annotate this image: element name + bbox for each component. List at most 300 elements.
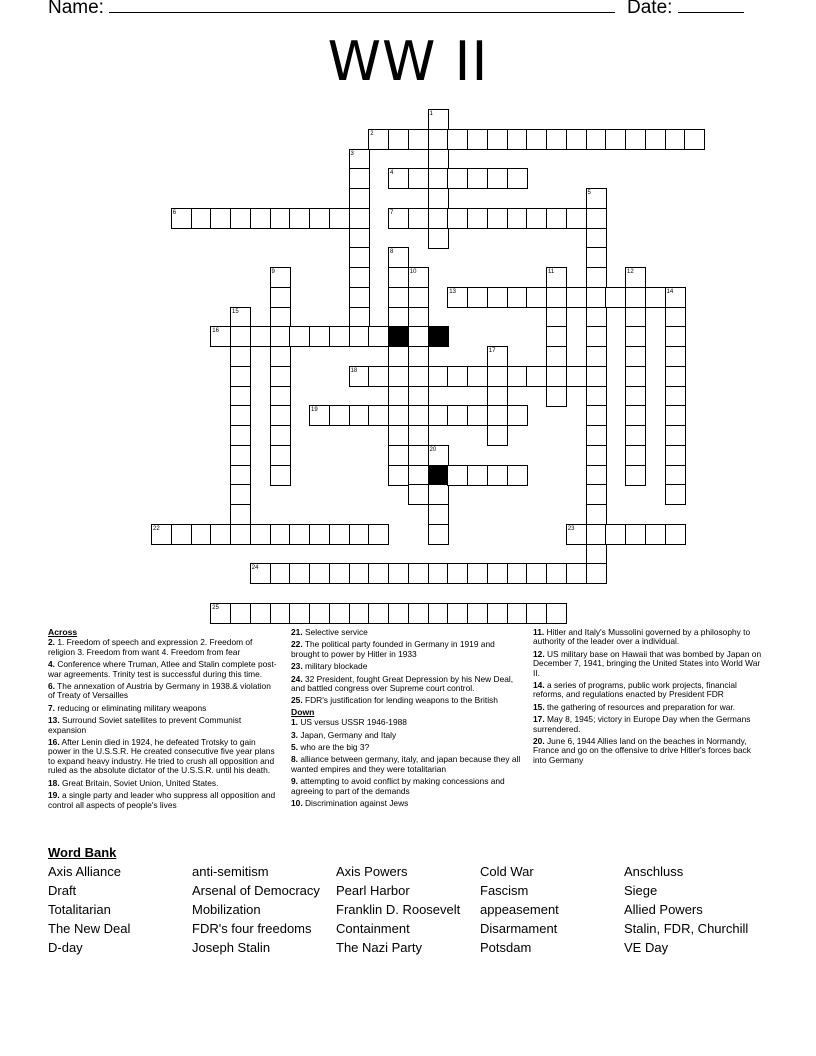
- grid-cell[interactable]: [487, 366, 508, 387]
- grid-cell[interactable]: [349, 247, 370, 268]
- grid-cell[interactable]: [507, 287, 528, 308]
- grid-cell[interactable]: [349, 326, 370, 347]
- grid-cell[interactable]: [447, 168, 468, 189]
- grid-cell[interactable]: [467, 465, 488, 486]
- grid-cell[interactable]: [408, 326, 429, 347]
- grid-cell[interactable]: [526, 603, 547, 624]
- grid-cell[interactable]: [230, 524, 251, 545]
- date-label: Date:: [627, 0, 673, 18]
- grid-cell[interactable]: [566, 129, 587, 150]
- grid-cell[interactable]: [230, 366, 251, 387]
- grid-cell[interactable]: [625, 465, 646, 486]
- grid-cell[interactable]: [546, 563, 567, 584]
- grid-cell[interactable]: [368, 405, 389, 426]
- down-clue: [291, 718, 523, 727]
- grid-cell[interactable]: [408, 445, 429, 466]
- grid-cell[interactable]: [388, 346, 409, 367]
- grid-cell[interactable]: [586, 445, 607, 466]
- grid-cell[interactable]: [270, 208, 291, 229]
- name-label: Name:: [48, 0, 104, 18]
- clue-number: 1.: [291, 717, 298, 728]
- grid-cell[interactable]: [250, 524, 271, 545]
- grid-cell[interactable]: [230, 425, 251, 446]
- grid-cell[interactable]: [586, 208, 607, 229]
- clue-number: 15: [232, 308, 239, 315]
- grid-cell[interactable]: [270, 326, 291, 347]
- grid-cell[interactable]: [625, 445, 646, 466]
- grid-cell[interactable]: [428, 484, 449, 505]
- down-clue: [533, 715, 765, 734]
- grid-cell[interactable]: [329, 405, 350, 426]
- clue-text: alliance between germany, italy, and japan because they all wanted empires and they were totalitarian: [291, 754, 521, 774]
- grid-cell[interactable]: [467, 603, 488, 624]
- grid-cell[interactable]: [428, 524, 449, 545]
- grid-cell[interactable]: [270, 465, 291, 486]
- grid-cell[interactable]: [586, 405, 607, 426]
- word-bank-item: Potsdam: [480, 940, 532, 955]
- grid-cell[interactable]: [289, 208, 310, 229]
- across-clue: [48, 704, 280, 713]
- grid-cell[interactable]: [388, 425, 409, 446]
- clue-number: 3.: [291, 729, 298, 740]
- grid-cell[interactable]: [349, 603, 370, 624]
- clue-number: 24: [251, 565, 259, 572]
- grid-cell[interactable]: [665, 307, 686, 328]
- grid-cell[interactable]: [467, 168, 488, 189]
- grid-cell[interactable]: [408, 603, 429, 624]
- clue-number: 5.: [291, 742, 298, 753]
- clue-number: 6.: [48, 681, 55, 692]
- grid-cell[interactable]: [625, 287, 646, 308]
- grid-cell[interactable]: [665, 386, 686, 407]
- grid-cell[interactable]: [546, 208, 567, 229]
- grid-cell[interactable]: [171, 524, 192, 545]
- grid-cell[interactable]: [487, 405, 508, 426]
- word-bank-item: Pearl Harbor: [336, 883, 410, 898]
- grid-cell[interactable]: [191, 524, 212, 545]
- grid-cell[interactable]: [566, 208, 587, 229]
- grid-cell[interactable]: [467, 366, 488, 387]
- grid-cell[interactable]: [625, 405, 646, 426]
- grid-cell[interactable]: [546, 603, 567, 624]
- grid-cell[interactable]: [586, 563, 607, 584]
- grid-cell[interactable]: [586, 524, 607, 545]
- grid-cell[interactable]: [309, 326, 330, 347]
- grid-cell[interactable]: [368, 524, 389, 545]
- grid-cell[interactable]: [447, 287, 468, 308]
- grid-cell[interactable]: [447, 366, 468, 387]
- grid-cell[interactable]: [605, 129, 626, 150]
- grid-cell[interactable]: [388, 287, 409, 308]
- grid-cell[interactable]: [349, 307, 370, 328]
- clue-number: 10.: [291, 798, 303, 809]
- clue-number: 15.: [533, 701, 545, 712]
- grid-cell[interactable]: [526, 563, 547, 584]
- grid-cell[interactable]: [309, 405, 330, 426]
- grid-cell[interactable]: [230, 504, 251, 525]
- clue-text: Conference where Truman, Atlee and Stalin complete post-war agreements. Trinity test is successful during this time.: [48, 659, 277, 679]
- down-clue: [533, 628, 765, 647]
- grid-cell[interactable]: [665, 465, 686, 486]
- grid-cell[interactable]: [270, 405, 291, 426]
- grid-cell[interactable]: [230, 326, 251, 347]
- grid-cell[interactable]: [329, 563, 350, 584]
- grid-cell[interactable]: [586, 267, 607, 288]
- grid-cell[interactable]: [329, 603, 350, 624]
- grid-cell[interactable]: [270, 366, 291, 387]
- word-bank-item: FDR's four freedoms: [192, 921, 312, 936]
- across-clue: [48, 791, 280, 810]
- grid-cell[interactable]: [388, 603, 409, 624]
- clue-text: Great Britain, Soviet Union, United States.: [59, 777, 219, 788]
- grid-cell[interactable]: [349, 366, 370, 387]
- grid-cell[interactable]: [289, 326, 310, 347]
- grid-cell[interactable]: [428, 228, 449, 249]
- clue-number: 21: [429, 466, 437, 473]
- grid-cell[interactable]: [625, 129, 646, 150]
- word-bank-item: Draft: [48, 883, 77, 898]
- grid-cell[interactable]: [230, 346, 251, 367]
- grid-cell[interactable]: [507, 208, 528, 229]
- grid-cell[interactable]: [645, 129, 666, 150]
- grid-cell[interactable]: [467, 287, 488, 308]
- clue-number: 25: [212, 604, 219, 611]
- grid-cell[interactable]: [388, 445, 409, 466]
- grid-cell[interactable]: [546, 386, 567, 407]
- grid-cell[interactable]: [546, 267, 567, 288]
- grid-cell[interactable]: [151, 524, 172, 545]
- grid-cell[interactable]: [487, 603, 508, 624]
- grid-cell[interactable]: [546, 366, 567, 387]
- grid-cell[interactable]: [270, 445, 291, 466]
- grid-cell[interactable]: [230, 307, 251, 328]
- grid-cell[interactable]: [408, 267, 429, 288]
- clue-number: 19.: [48, 790, 60, 801]
- grid-cell[interactable]: [487, 129, 508, 150]
- grid-cell[interactable]: [368, 603, 389, 624]
- grid-cell[interactable]: [270, 386, 291, 407]
- grid-cell[interactable]: [487, 168, 508, 189]
- grid-cell[interactable]: [230, 386, 251, 407]
- grid-cell[interactable]: [526, 366, 547, 387]
- grid-cell[interactable]: [388, 405, 409, 426]
- grid-cell[interactable]: [645, 524, 666, 545]
- clue-number: 22.: [291, 639, 303, 650]
- grid-cell[interactable]: [625, 307, 646, 328]
- grid-cell[interactable]: [566, 366, 587, 387]
- clue-text: May 8, 1945; victory in Europe Day when the Germans surrendered.: [533, 714, 751, 734]
- grid-cell[interactable]: [487, 425, 508, 446]
- grid-cell[interactable]: [289, 524, 310, 545]
- grid-cell[interactable]: [447, 603, 468, 624]
- grid-cell[interactable]: [230, 465, 251, 486]
- grid-cell[interactable]: [507, 603, 528, 624]
- grid-cell[interactable]: [507, 129, 528, 150]
- grid-cell[interactable]: [210, 524, 231, 545]
- grid-cell[interactable]: [368, 326, 389, 347]
- grid-cell[interactable]: [428, 129, 449, 150]
- grid-cell[interactable]: [329, 326, 350, 347]
- word-bank-item: The Nazi Party: [336, 940, 422, 955]
- grid-cell[interactable]: [467, 208, 488, 229]
- grid-cell[interactable]: [349, 405, 370, 426]
- grid-cell[interactable]: [625, 346, 646, 367]
- grid-cell[interactable]: [526, 208, 547, 229]
- grid-cell[interactable]: [625, 425, 646, 446]
- clue-text: US military base on Hawaii that was bombed by Japan on December 7, 1941, bringing the United States into World War II.: [533, 648, 762, 678]
- grid-cell[interactable]: [270, 287, 291, 308]
- grid-cell[interactable]: [507, 563, 528, 584]
- grid-cell[interactable]: [309, 524, 330, 545]
- grid-cell[interactable]: [388, 386, 409, 407]
- grid-cell[interactable]: [349, 524, 370, 545]
- grid-cell[interactable]: [447, 405, 468, 426]
- grid-cell[interactable]: [270, 563, 291, 584]
- grid-cell[interactable]: [428, 188, 449, 209]
- grid-cell[interactable]: [210, 603, 231, 624]
- grid-cell[interactable]: [467, 563, 488, 584]
- grid-cell[interactable]: [408, 307, 429, 328]
- grid-cell[interactable]: [270, 267, 291, 288]
- grid-cell[interactable]: [408, 208, 429, 229]
- grid-cell[interactable]: [546, 346, 567, 367]
- clue-text: 1. Freedom of speech and expression 2. Freedom of religion 3. Freedom from want 4. Freedom from fear: [48, 637, 253, 657]
- across-clue: [48, 716, 280, 735]
- grid-cell[interactable]: [487, 287, 508, 308]
- grid-cell[interactable]: [309, 208, 330, 229]
- grid-cell[interactable]: [270, 346, 291, 367]
- grid-cell[interactable]: [230, 208, 251, 229]
- grid-cell[interactable]: [625, 326, 646, 347]
- grid-cell[interactable]: [467, 129, 488, 150]
- clue-number: 9.: [291, 776, 298, 787]
- grid-cell[interactable]: [428, 149, 449, 170]
- grid-cell[interactable]: [467, 405, 488, 426]
- grid-cell[interactable]: [388, 208, 409, 229]
- grid-cell[interactable]: [447, 129, 468, 150]
- clues-column-middle: [291, 628, 523, 812]
- grid-cell[interactable]: [665, 484, 686, 505]
- clue-number: 12: [627, 269, 634, 275]
- grid-cell[interactable]: [368, 129, 389, 150]
- grid-cell[interactable]: [546, 129, 567, 150]
- clue-number: 8: [390, 249, 394, 256]
- grid-cell[interactable]: [408, 425, 429, 446]
- word-bank-item: Mobilization: [192, 902, 261, 917]
- grid-cell[interactable]: [349, 563, 370, 584]
- grid-cell[interactable]: [289, 563, 310, 584]
- grid-cell[interactable]: [349, 208, 370, 229]
- grid-cell[interactable]: [388, 168, 409, 189]
- grid-cell[interactable]: [289, 603, 310, 624]
- grid-cell[interactable]: [586, 188, 607, 209]
- clue-text: military blockade: [302, 661, 368, 672]
- grid-cell[interactable]: [388, 247, 409, 268]
- grid-cell[interactable]: [388, 307, 409, 328]
- grid-cell[interactable]: [665, 326, 686, 347]
- grid-cell[interactable]: [428, 504, 449, 525]
- grid-cell[interactable]: [428, 109, 449, 130]
- grid-cell[interactable]: [230, 603, 251, 624]
- grid-cell[interactable]: [270, 307, 291, 328]
- grid-cell[interactable]: [546, 326, 567, 347]
- grid-cell[interactable]: [349, 228, 370, 249]
- grid-cell[interactable]: [408, 405, 429, 426]
- grid-cell[interactable]: [191, 208, 212, 229]
- grid-cell[interactable]: [408, 129, 429, 150]
- grid-cell[interactable]: [408, 563, 429, 584]
- grid-cell[interactable]: [388, 563, 409, 584]
- grid-cell[interactable]: [447, 465, 468, 486]
- grid-cell[interactable]: [230, 445, 251, 466]
- grid-cell[interactable]: [665, 405, 686, 426]
- grid-cell[interactable]: [309, 563, 330, 584]
- grid-cell[interactable]: [586, 129, 607, 150]
- grid-cell[interactable]: [388, 465, 409, 486]
- grid-cell[interactable]: [428, 563, 449, 584]
- grid-cell[interactable]: [368, 563, 389, 584]
- grid-cell[interactable]: [645, 287, 666, 308]
- grid-cell[interactable]: [586, 425, 607, 446]
- word-bank-item: Cold War: [480, 864, 534, 879]
- grid-cell[interactable]: [586, 346, 607, 367]
- grid-cell[interactable]: [625, 366, 646, 387]
- clue-number: 22: [153, 525, 160, 532]
- grid-cell[interactable]: [546, 287, 567, 308]
- grid-cell[interactable]: [586, 465, 607, 486]
- grid-cell[interactable]: [408, 168, 429, 189]
- grid-cell[interactable]: [368, 366, 389, 387]
- grid-cell[interactable]: [210, 326, 231, 347]
- word-bank-item: Disarmament: [480, 921, 558, 936]
- grid-cell[interactable]: [210, 208, 231, 229]
- clue-number: 7: [390, 209, 394, 216]
- grid-cell[interactable]: [507, 405, 528, 426]
- grid-cell[interactable]: [408, 366, 429, 387]
- clue-number: 12.: [533, 648, 545, 659]
- grid-cell[interactable]: [665, 129, 686, 150]
- grid-cell[interactable]: [349, 287, 370, 308]
- grid-cell[interactable]: [408, 465, 429, 486]
- grid-cell[interactable]: [605, 287, 626, 308]
- grid-cell[interactable]: [665, 366, 686, 387]
- grid-cell[interactable]: [428, 445, 449, 466]
- grid-cell[interactable]: [665, 425, 686, 446]
- grid-cell[interactable]: [230, 405, 251, 426]
- grid-cell[interactable]: [349, 188, 370, 209]
- grid-cell[interactable]: [684, 129, 705, 150]
- clue-number: 2.: [48, 637, 55, 648]
- clue-text: reducing or eliminating military weapons: [55, 702, 207, 713]
- grid-cell[interactable]: [586, 366, 607, 387]
- grid-cell[interactable]: [250, 208, 271, 229]
- grid-cell[interactable]: [487, 386, 508, 407]
- grid-cell[interactable]: [270, 524, 291, 545]
- grid-cell[interactable]: [349, 168, 370, 189]
- grid-cell[interactable]: [428, 603, 449, 624]
- grid-cell[interactable]: [408, 386, 429, 407]
- grid-cell[interactable]: [388, 267, 409, 288]
- grid-cell[interactable]: [526, 287, 547, 308]
- clue-text: The political party founded in Germany in 1919 and brought to power by Hitler in 1933: [291, 639, 495, 659]
- grid-cell[interactable]: [408, 346, 429, 367]
- grid-cell[interactable]: [507, 366, 528, 387]
- grid-cell[interactable]: [546, 307, 567, 328]
- grid-cell[interactable]: [566, 524, 587, 545]
- clue-number: 6: [172, 209, 177, 216]
- grid-cell[interactable]: [487, 208, 508, 229]
- grid-cell[interactable]: [408, 484, 429, 505]
- grid-cell[interactable]: [586, 326, 607, 347]
- grid-cell[interactable]: [586, 247, 607, 268]
- grid-cell[interactable]: [388, 366, 409, 387]
- clue-text: Selective service: [302, 627, 368, 637]
- grid-cell[interactable]: [586, 307, 607, 328]
- grid-cell[interactable]: [329, 524, 350, 545]
- grid-cell[interactable]: [507, 168, 528, 189]
- grid-cell[interactable]: [625, 524, 646, 545]
- grid-cell[interactable]: [526, 129, 547, 150]
- grid-cell[interactable]: [586, 504, 607, 525]
- grid-cell[interactable]: [447, 208, 468, 229]
- grid-cell[interactable]: [428, 208, 449, 229]
- down-clue: [533, 703, 765, 712]
- grid-cell[interactable]: [487, 346, 508, 367]
- grid-cell[interactable]: [586, 386, 607, 407]
- grid-cell[interactable]: [388, 129, 409, 150]
- grid-cell[interactable]: [428, 405, 449, 426]
- grid-cell[interactable]: [665, 287, 686, 308]
- grid-cell[interactable]: [250, 603, 271, 624]
- clue-number: 13: [449, 288, 456, 295]
- grid-cell[interactable]: [487, 465, 508, 486]
- grid-cell[interactable]: [625, 386, 646, 407]
- grid-cell[interactable]: [270, 603, 291, 624]
- grid-cell[interactable]: [507, 465, 528, 486]
- grid-cell[interactable]: [171, 208, 192, 229]
- clue-number: 11: [548, 269, 555, 275]
- grid-cell[interactable]: [605, 524, 626, 545]
- clue-number: 17: [488, 348, 496, 354]
- grid-cell[interactable]: [625, 267, 646, 288]
- clue-number: 18: [350, 367, 358, 374]
- grid-cell[interactable]: [586, 484, 607, 505]
- grid-cell[interactable]: [250, 563, 271, 584]
- grid-cell[interactable]: [309, 603, 330, 624]
- grid-cell[interactable]: [408, 287, 429, 308]
- grid-cell[interactable]: [428, 366, 449, 387]
- grid-cell[interactable]: [566, 287, 587, 308]
- grid-cell[interactable]: [586, 228, 607, 249]
- grid-cell[interactable]: [586, 544, 607, 565]
- grid-cell[interactable]: [428, 168, 449, 189]
- grid-cell[interactable]: [586, 287, 607, 308]
- grid-cell[interactable]: [487, 563, 508, 584]
- grid-cell[interactable]: [665, 445, 686, 466]
- grid-cell[interactable]: [665, 524, 686, 545]
- grid-cell[interactable]: [349, 267, 370, 288]
- grid-cell[interactable]: [270, 425, 291, 446]
- grid-cell[interactable]: [447, 563, 468, 584]
- grid-cell[interactable]: [250, 326, 271, 347]
- clue-text: June 6, 1944 Allies land on the beaches in Normandy, France and go on the offensive to drive Hitler's forces back into Germany: [533, 736, 751, 765]
- grid-cell[interactable]: [566, 563, 587, 584]
- grid-cell[interactable]: [230, 484, 251, 505]
- across-clue: [291, 662, 523, 671]
- grid-cell[interactable]: [329, 208, 350, 229]
- grid-cell[interactable]: [665, 346, 686, 367]
- grid-cell[interactable]: [349, 149, 370, 170]
